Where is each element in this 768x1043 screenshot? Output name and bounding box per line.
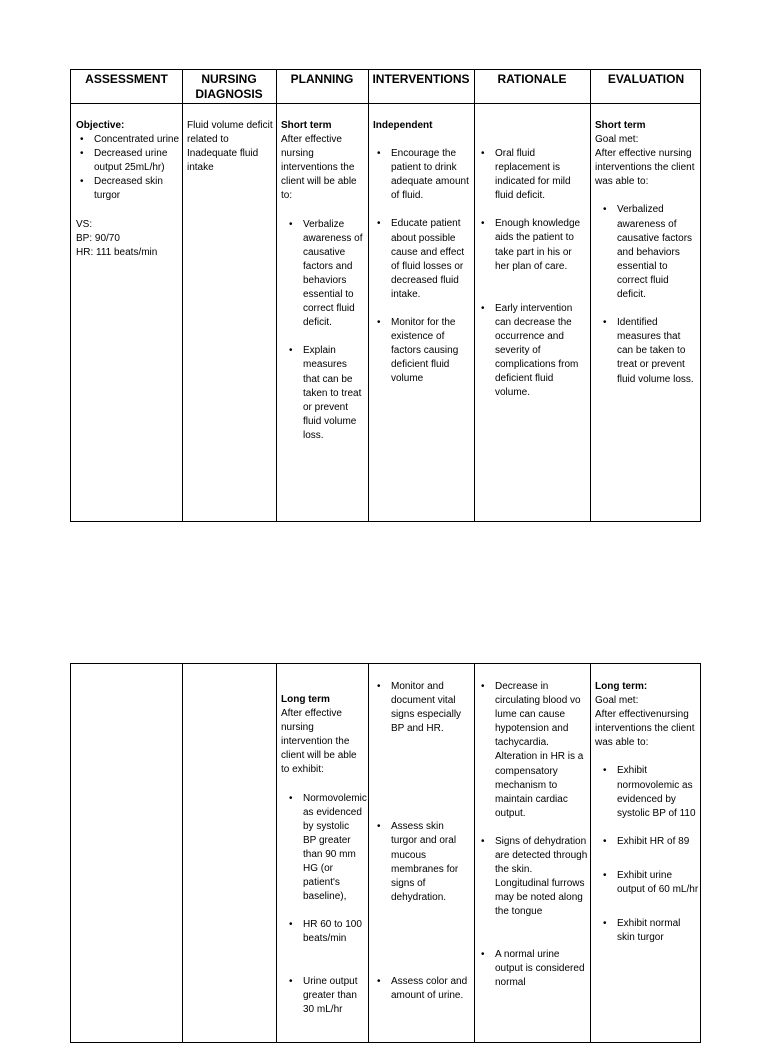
- rationale-cell: [477, 147, 588, 400]
- planning-long-term-intro: After effective nursing intervention the client will be able to exhibit:: [281, 708, 357, 776]
- evaluation-goal-met: Goal met:: [595, 134, 639, 146]
- list-item: • Encourage the patient to drink adequate amount of fluid.: [373, 147, 472, 203]
- vital-signs-label: VS:: [76, 218, 93, 230]
- list-item: • Signs of dehydration are detected through the skin. Longitudinal furrows may be noted along the tongue: [477, 835, 588, 920]
- header-rationale: RATIONALE: [497, 72, 567, 86]
- list-item: • A normal urine output is considered normal: [477, 948, 588, 990]
- list-item: • Decreased urine output 25mL/hr): [76, 147, 180, 175]
- evaluation-short-term-label: Short term: [595, 120, 646, 131]
- list-item: • Exhibit HR of 89: [599, 835, 699, 849]
- list-item: • Normovolemic as evidenced by systolic BP greater than 90 mm HG (or patient's baseline),: [285, 792, 365, 905]
- assessment-objective-label: Objective:: [76, 120, 125, 131]
- header-planning: PLANNING: [290, 72, 354, 86]
- list-item: • Concentrated urine: [76, 133, 180, 147]
- list-item: • Monitor and document vital signs especially BP and HR.: [373, 680, 472, 736]
- list-item: • Decreased skin turgor: [76, 175, 180, 203]
- header-evaluation: EVALUATION: [607, 72, 685, 86]
- header-assessment: ASSESSMENT: [85, 72, 168, 86]
- evaluation-long-term-cell: [595, 680, 699, 945]
- rationale-long-term-cell: [477, 680, 588, 990]
- heart-rate: HR: 111 beats/min: [76, 246, 158, 258]
- list-item: • Urine output greater than 30 mL/hr: [285, 975, 365, 1017]
- list-item: • Monitor for the existence of factors causing deficient fluid volume: [373, 316, 472, 386]
- interventions-long-term-cell: [373, 680, 472, 1003]
- list-item: • HR 60 to 100 beats/min: [285, 918, 365, 946]
- list-item: • Decrease in circulating blood vo lume can cause hypotension and tachycardia. Alteration in HR is a compensatory mechanism to maintain cardiac output.: [477, 680, 588, 821]
- planning-cell: [281, 119, 365, 443]
- list-item: • Assess color and amount of urine.: [373, 975, 472, 1003]
- evaluation-cell: [595, 119, 699, 387]
- list-item: • Enough knowledge aids the patient to take part in his or her plan of care.: [477, 217, 588, 273]
- list-item: • Oral fluid replacement is indicated for mild fluid deficit.: [477, 147, 588, 203]
- header-interventions: INTERVENTIONS: [372, 72, 470, 86]
- list-item: • Explain measures that can be taken to treat or prevent fluid volume loss.: [285, 344, 365, 443]
- list-item: • Exhibit normovolemic as evidenced by systolic BP of 110: [599, 764, 699, 820]
- list-item: • Verbalize awareness of causative factors and behaviors essential to correct fluid deficit.: [285, 218, 365, 331]
- planning-intro: After effective nursing interventions the client will be able to:: [281, 134, 357, 202]
- list-item: • Educate patient about possible cause and effect of fluid losses or decreased fluid intake.: [373, 217, 472, 302]
- list-item: • Exhibit normal skin turgor: [599, 917, 699, 945]
- planning-long-term-cell: [281, 693, 365, 1017]
- blood-pressure: BP: 90/70: [76, 232, 120, 244]
- evaluation-long-term-label: Long term:: [595, 681, 648, 692]
- header-nursing-diagnosis: NURSING DIAGNOSIS: [195, 72, 263, 101]
- list-item: • Identified measures that can be taken to treat or prevent fluid volume loss.: [599, 316, 699, 386]
- nursing-diagnosis-cell: Fluid volume deficit related to Inadequate fluid intake: [187, 120, 273, 174]
- evaluation-long-term-goal-met: Goal met:: [595, 695, 639, 707]
- assessment-cell: [76, 119, 180, 260]
- evaluation-long-term-intro: After effectivenursing interventions the client was able to:: [595, 709, 695, 749]
- interventions-independent-label: Independent: [373, 120, 433, 131]
- interventions-cell: [373, 119, 472, 387]
- list-item: • Exhibit urine output of 60 mL/hr: [599, 869, 699, 897]
- evaluation-intro: After effective nursing interventions the client was able to:: [595, 148, 695, 188]
- planning-long-term-label: Long term: [281, 694, 330, 705]
- care-plan-table-2: [70, 663, 701, 1043]
- planning-short-term-label: Short term: [281, 120, 332, 131]
- list-item: • Assess skin turgor and oral mucous membranes for signs of dehydration.: [373, 820, 472, 905]
- care-plan-table-1: [70, 69, 701, 522]
- list-item: • Early intervention can decrease the occurrence and severity of complications from deficient fluid volume.: [477, 302, 588, 401]
- list-item: • Verbalized awareness of causative factors and behaviors essential to correct fluid deficit.: [599, 203, 699, 302]
